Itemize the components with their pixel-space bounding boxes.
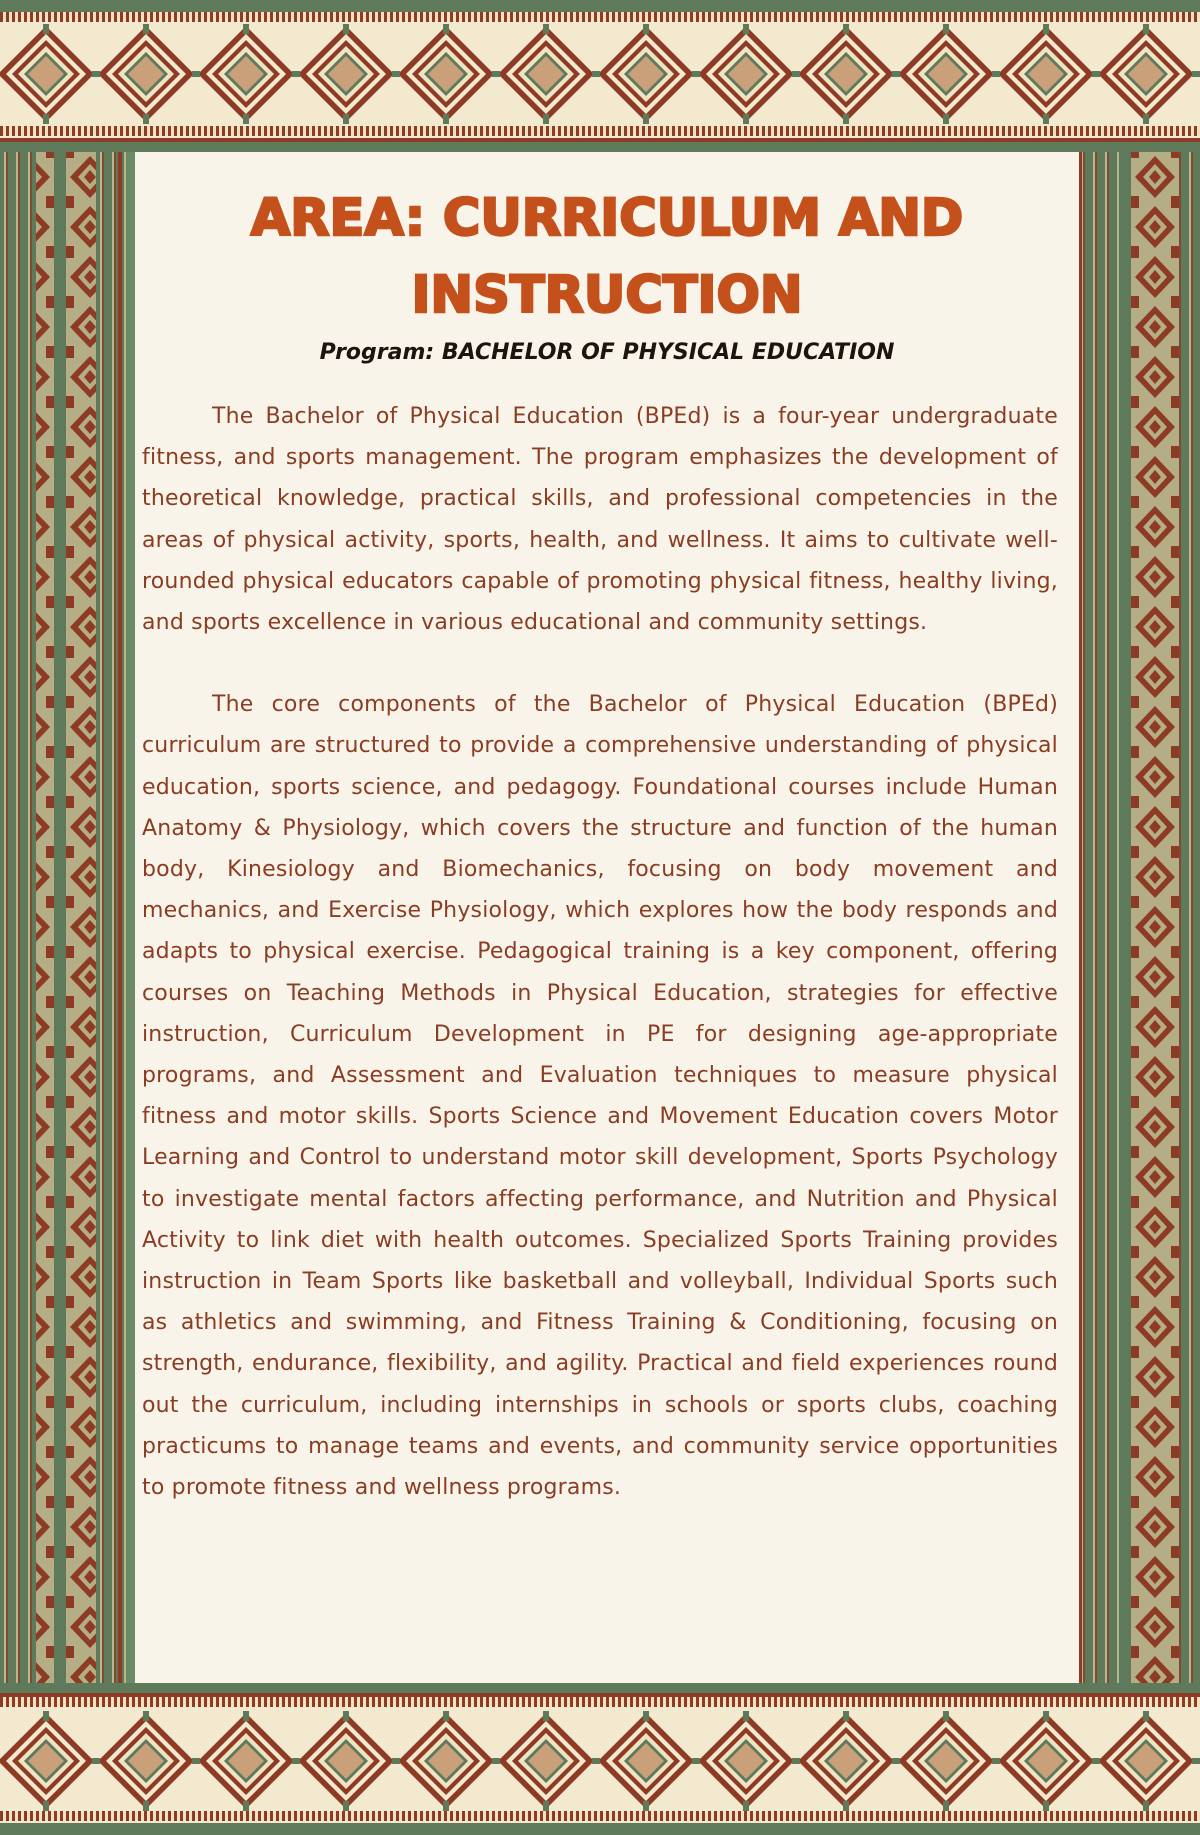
top-decorative-border <box>0 0 1200 152</box>
right-chain-motif <box>1065 152 1200 1683</box>
program-subtitle: Program: BACHELOR OF PHYSICAL EDUCATION <box>319 340 895 365</box>
page-title: AREA: CURRICULUM AND INSTRUCTION <box>250 189 964 325</box>
kilim-diamond-pattern <box>0 24 1200 124</box>
content-panel <box>135 152 1079 1683</box>
right-decorative-border <box>1065 152 1200 1683</box>
body-text <box>142 396 1058 1549</box>
left-decorative-border <box>0 152 135 1683</box>
intro-paragraph: The Bachelor of Physical Education (BPEd) is a four-year undergraduate fitness, and sports management. The program emphasizes the development of theoretical knowledge, practical skills, and professional competencies in the areas of physical activity, sports, health, and wellness. It aims to cultivate well-rounded physical educators capable of promoting physical fitness, healthy living, and sports excellence in various educational and community settings. <box>142 404 1058 636</box>
core-components-paragraph: The core components of the Bachelor of Physical Education (BPEd) curriculum are structured to provide a comprehensive understanding of physical education, sports science, and pedagogy. Foundational courses include Human Anatomy & Physiology, which covers the structure and function of the human body, Kinesiology and Biomechanics, focusing on body movement and mechanics, and Exercise Physiology, which explores how the body responds and adapts to physical exercise. Pedagogical training is a key component, offering courses on Teaching Methods in Physical Education, strategies for effective instruction, Curriculum Development in PE for designing age-appropriate programs, and Assessment and Evaluation techniques to measure physical fitness and motor skills. Sports Science and Movement Education covers Motor Learning and Control to understand motor skill development, Sports Psychology to investigate mental factors affecting performance, and Nutrition and Physical Activity to link diet with health outcomes. Specialized Sports Training provides instruction in Team Sports like basketball and volleyball, Individual Sports such as athletics and swimming, and Fitness Training & Conditioning, focusing on strength, endurance, flexibility, and agility. Practical and field experiences round out the curriculum, including internships in schools or sports clubs, coaching practicums to manage teams and events, and community service opportunities to promote fitness and wellness programs. <box>142 692 1058 1501</box>
kilim-diamond-pattern <box>0 1711 1200 1811</box>
left-chain-motif <box>0 152 135 1683</box>
bottom-decorative-border <box>0 1683 1200 1835</box>
